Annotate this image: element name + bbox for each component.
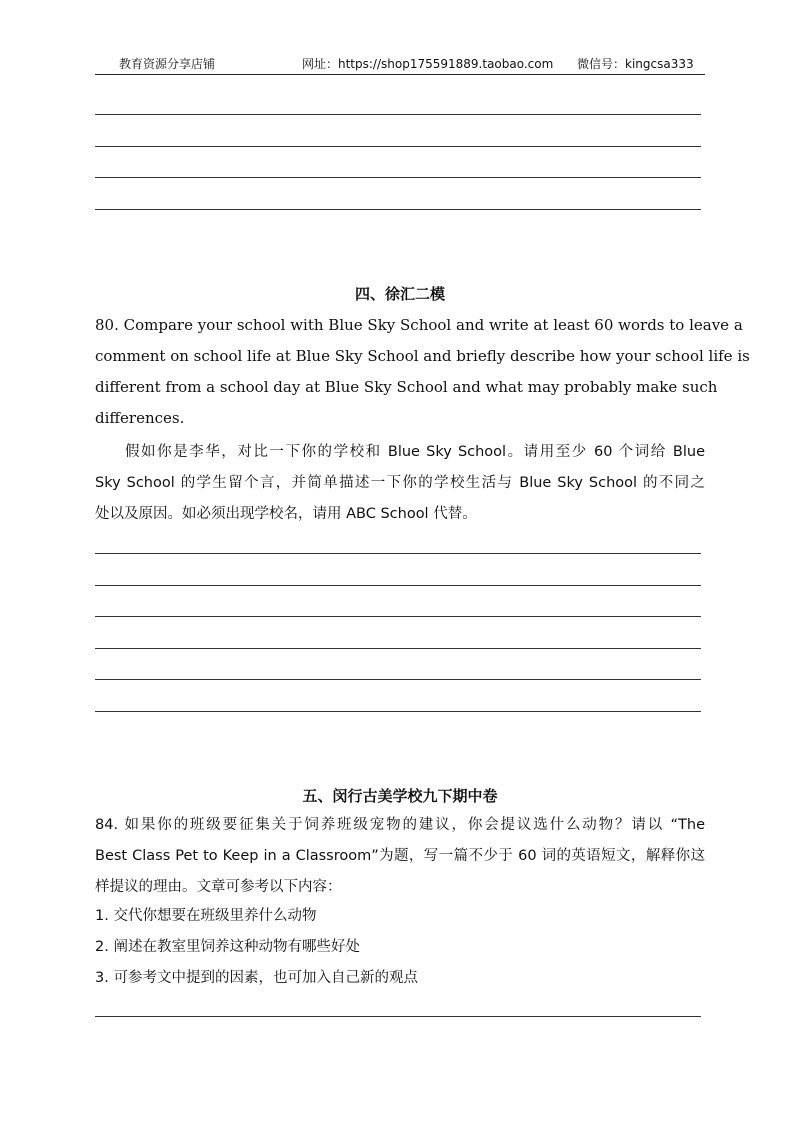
answer-line: [95, 209, 701, 210]
answer-line: [95, 553, 701, 554]
question-80: [95, 310, 750, 434]
answer-line: [95, 1016, 701, 1017]
section-title: 五、闵行古美学校九下期中卷: [302, 787, 498, 805]
section-title: 四、徐汇二模: [354, 285, 445, 303]
question-text-line: differences.: [95, 409, 185, 427]
page-header: [95, 56, 705, 75]
header-url: 网址：https://shop175591889.taobao.com: [302, 57, 554, 71]
question-80-chinese: [95, 437, 705, 530]
header-shop-name: 教育资源分享店铺: [119, 57, 216, 71]
answer-line: [95, 114, 701, 115]
question-text-line: 假如你是李华，对比一下你的学校和 Blue Sky School。请用至少 60 个词给 Blue: [125, 444, 705, 460]
question-text-line: comment on school life at Blue Sky School and briefly describe how your school life is: [95, 347, 750, 365]
answer-line: [95, 679, 701, 680]
answer-line: [95, 585, 701, 586]
question-text-line: 84. 如果你的班级要征集关于饲养班级宠物的建议，你会提议选什么动物？请以 “The: [95, 817, 705, 833]
question-84: [95, 810, 705, 903]
question-text-line: Sky School 的学生留个言，并简单描述一下你的学校生活与 Blue Sky School 的不同之: [95, 475, 705, 491]
question-text-line: Best Class Pet to Keep in a Classroom”为题，写一篇不少于 60 词的英语短文，解释你这: [95, 848, 705, 864]
answer-line: [95, 146, 701, 147]
question-text-line: different from a school day at Blue Sky School and what may probably make such: [95, 378, 718, 396]
header-wechat: 微信号：kingcsa333: [577, 57, 694, 71]
answer-line: [95, 177, 701, 178]
question-text-line: 样提议的理由。文章可参考以下内容：: [95, 879, 342, 895]
answer-line: [95, 711, 701, 712]
point-item: 2. 阐述在教室里饲养这种动物有哪些好处: [95, 939, 360, 955]
answer-line: [95, 616, 701, 617]
point-item: 3. 可参考文中提到的因素，也可加入自己新的观点: [95, 970, 418, 986]
answer-line: [95, 648, 701, 649]
question-text-line: 80. Compare your school with Blue Sky School and write at least 60 words to leave a: [95, 316, 743, 334]
question-text-line: 处以及原因。如必须出现学校名，请用 ABC School 代替。: [95, 506, 477, 522]
point-item: 1. 交代你想要在班级里养什么动物: [95, 908, 317, 924]
